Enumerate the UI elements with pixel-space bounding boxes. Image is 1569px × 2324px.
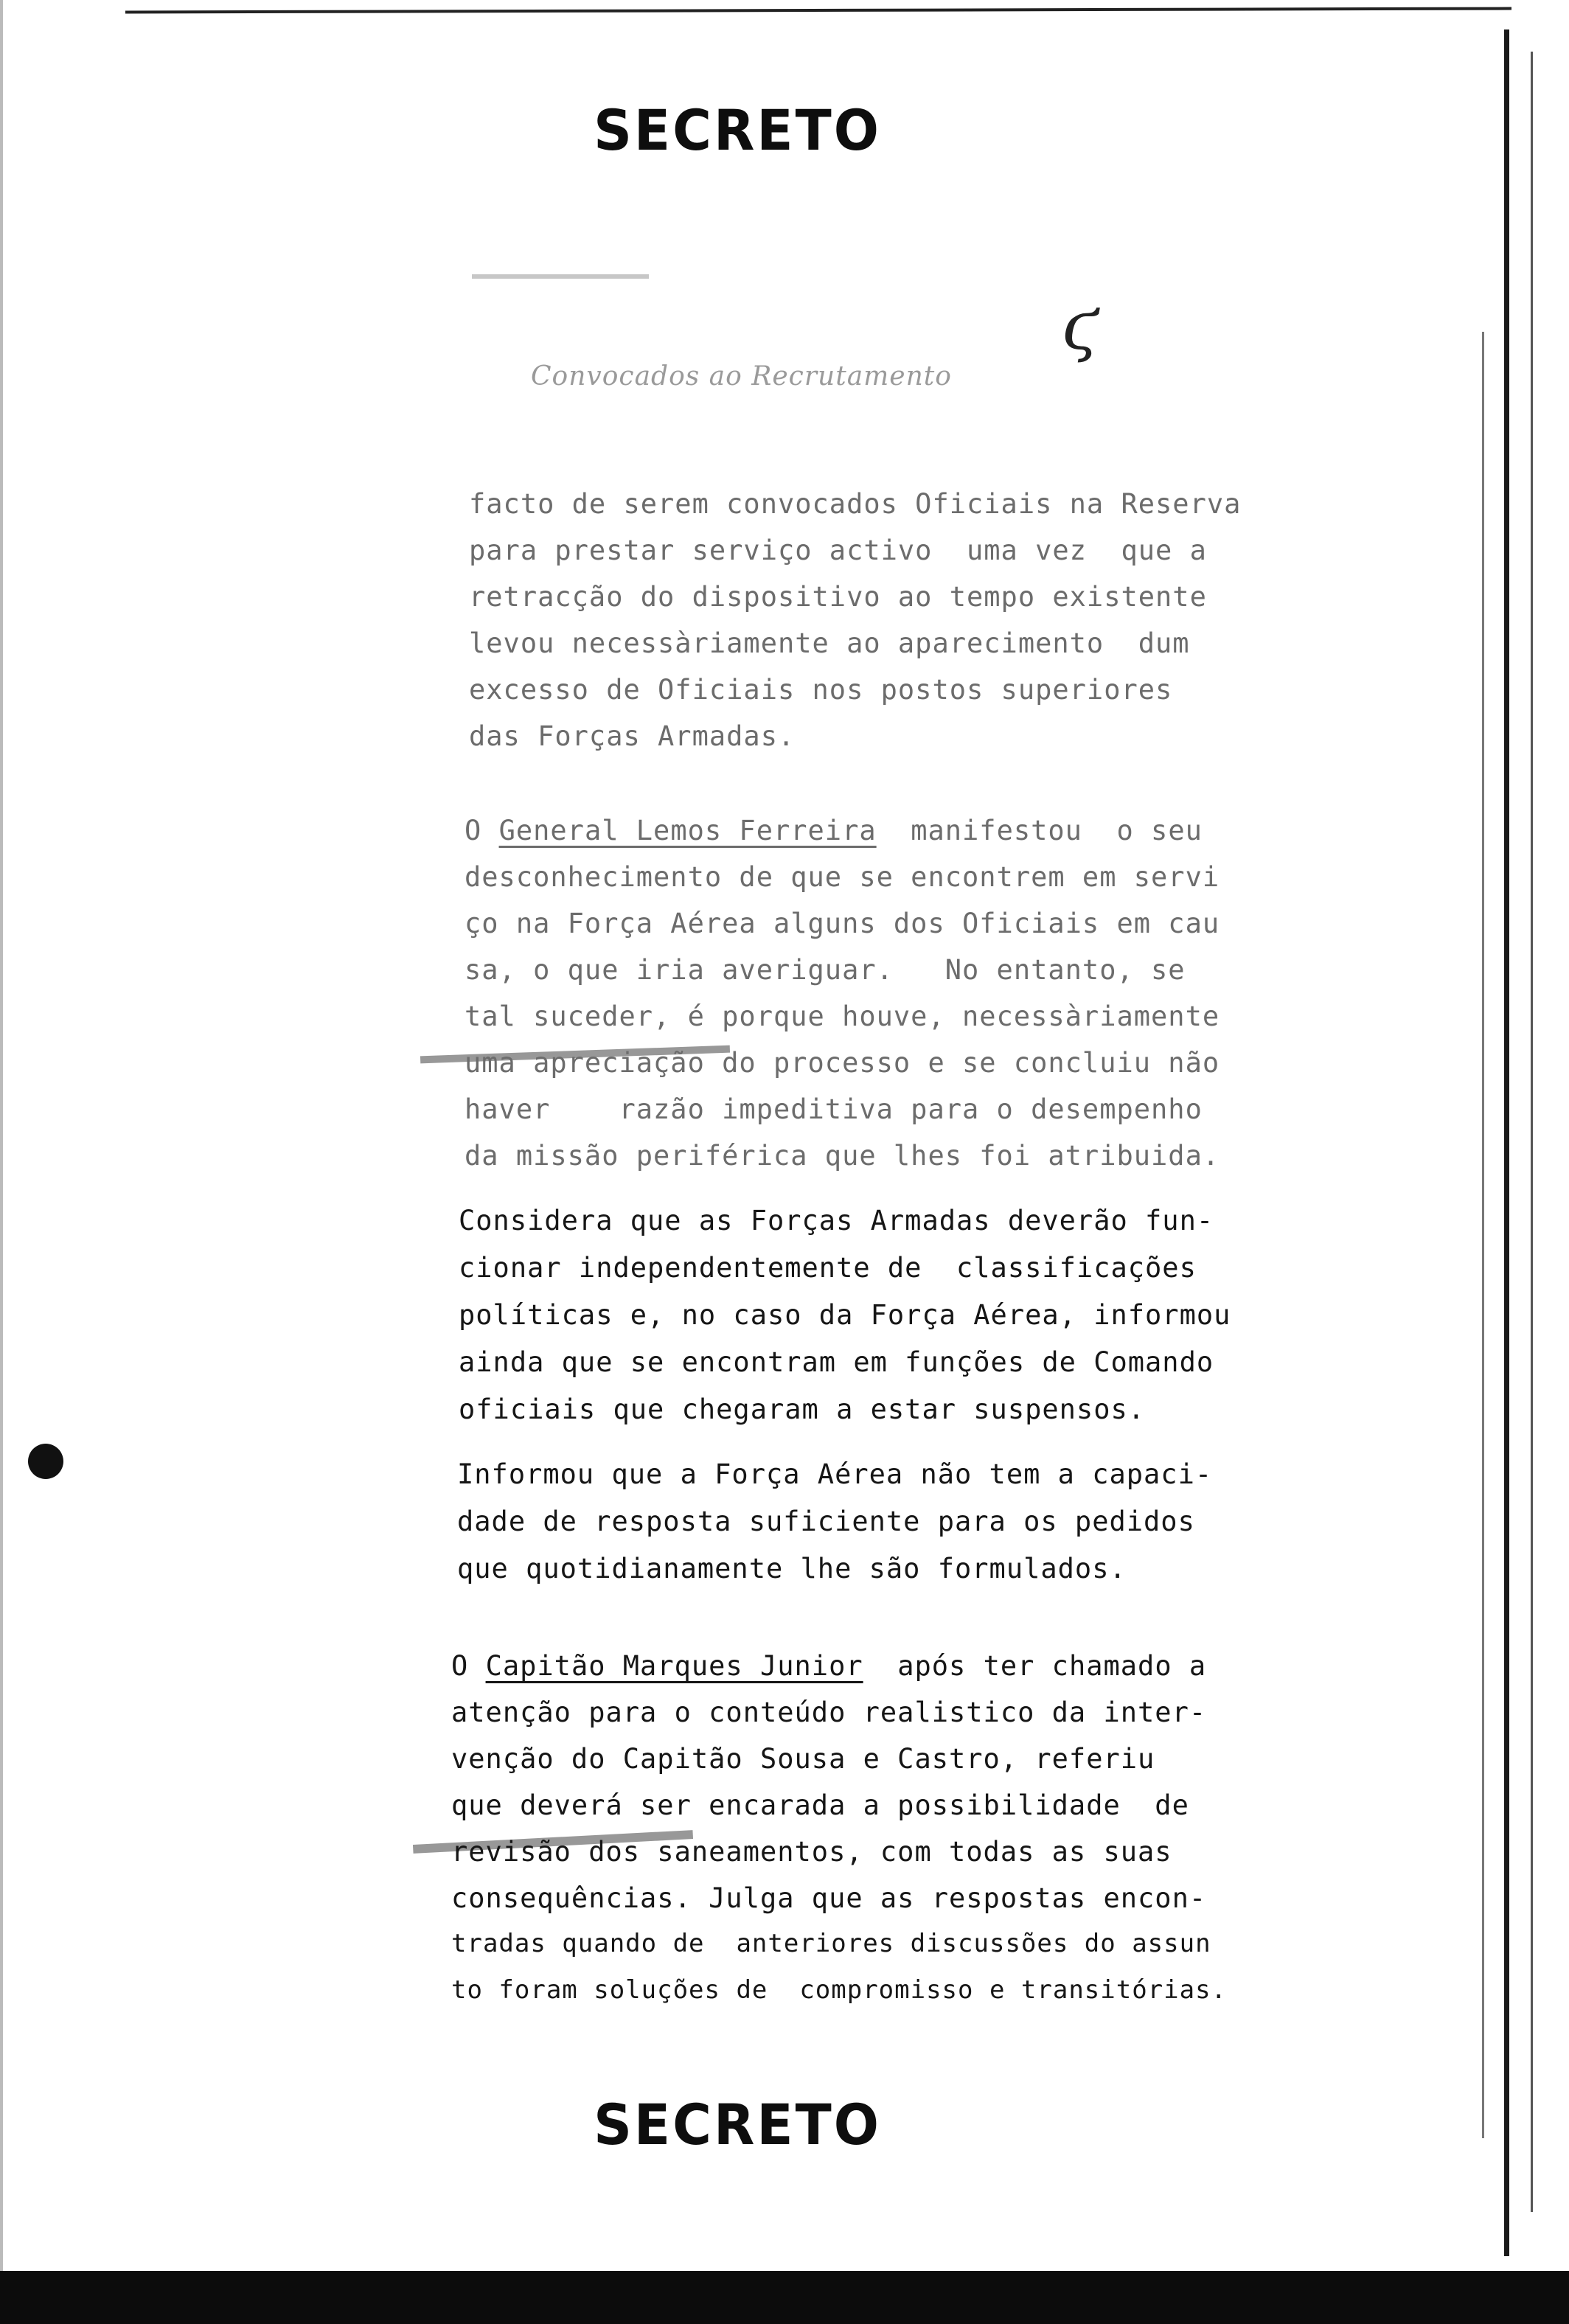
text-line: ainda que se encontram em funções de Comando <box>459 1346 1214 1378</box>
text-line: desconhecimento de que se encontrem em servi <box>465 861 1220 893</box>
handwritten-mark: ϛ <box>1062 288 1099 365</box>
text-line: tal suceder, é porque houve, necessàriamente <box>465 1001 1220 1032</box>
text-line: to foram soluções de compromisso e transitórias. <box>451 1975 1228 2005</box>
text-line: que quotidianamente lhe são formulados. <box>457 1553 1127 1584</box>
text-line: das Forças Armadas. <box>469 720 796 752</box>
text-line: Considera que as Forças Armadas deverão fun- <box>459 1205 1214 1236</box>
speaker-name: Capitão Marques Junior <box>485 1650 863 1682</box>
text-line: haver razão impeditiva para o desempenho <box>465 1093 1203 1125</box>
text-line <box>465 815 1203 846</box>
scan-bottom-band <box>0 2271 1569 2324</box>
text-line: levou necessàriamente ao aparecimento dum <box>469 627 1190 659</box>
text-line: políticas e, no caso da Força Aérea, informou <box>459 1299 1231 1331</box>
scan-right-edge-inner <box>1531 52 1533 2212</box>
scan-top-edge <box>125 7 1511 14</box>
text-line <box>451 1650 1206 1682</box>
text-fragment: após ter chamado a <box>863 1650 1207 1682</box>
text-line: Informou que a Força Aérea não tem a capaci- <box>457 1458 1213 1490</box>
text-line: excesso de Oficiais nos postos superiores <box>469 674 1173 706</box>
text-line: cionar independentemente de classificações <box>459 1252 1197 1284</box>
speaker-name: General Lemos Ferreira <box>498 815 877 846</box>
ink-smudge <box>472 274 649 279</box>
text-line: facto de serem convocados Oficiais na Reserva <box>469 488 1242 520</box>
text-line: venção do Capitão Sousa e Castro, referiu <box>451 1743 1155 1775</box>
text-line: que deverá ser encarada a possibilidade de <box>451 1789 1189 1821</box>
text-line: tradas quando de anteriores discussões do assun <box>451 1929 1211 1958</box>
text-line: consequências. Julga que as respostas encon- <box>451 1882 1207 1914</box>
text-line: da missão periférica que lhes foi atribuida. <box>465 1140 1220 1172</box>
text-fragment: O <box>465 815 499 846</box>
text-fragment: manifestou o seu <box>876 815 1203 846</box>
punch-hole <box>28 1444 63 1479</box>
text-line: oficiais que chegaram a estar suspensos. <box>459 1394 1146 1425</box>
text-line: uma apreciação do processo e se concluiu não <box>465 1047 1220 1079</box>
scan-right-edge <box>1504 29 1509 2256</box>
classification-stamp-bottom: SECRETO <box>594 2092 881 2158</box>
text-line: revisão dos saneamentos, com todas as suas <box>451 1836 1172 1868</box>
faded-heading: Convocados ao Recrutamento <box>531 361 952 392</box>
text-line: sa, o que iria averiguar. No entanto, se <box>465 954 1186 986</box>
classification-stamp-top: SECRETO <box>594 97 881 164</box>
text-line: dade de resposta suficiente para os pedidos <box>457 1506 1195 1537</box>
text-fragment: O <box>451 1650 486 1682</box>
text-line: para prestar serviço activo uma vez que a <box>469 535 1207 566</box>
text-line: atenção para o conteúdo realistico da inter- <box>451 1697 1207 1728</box>
scan-right-shadow <box>1482 332 1484 2138</box>
scan-left-edge <box>0 0 3 2271</box>
text-line: ço na Força Aérea alguns dos Oficiais em cau <box>465 908 1220 939</box>
text-line: retracção do dispositivo ao tempo existente <box>469 581 1207 613</box>
